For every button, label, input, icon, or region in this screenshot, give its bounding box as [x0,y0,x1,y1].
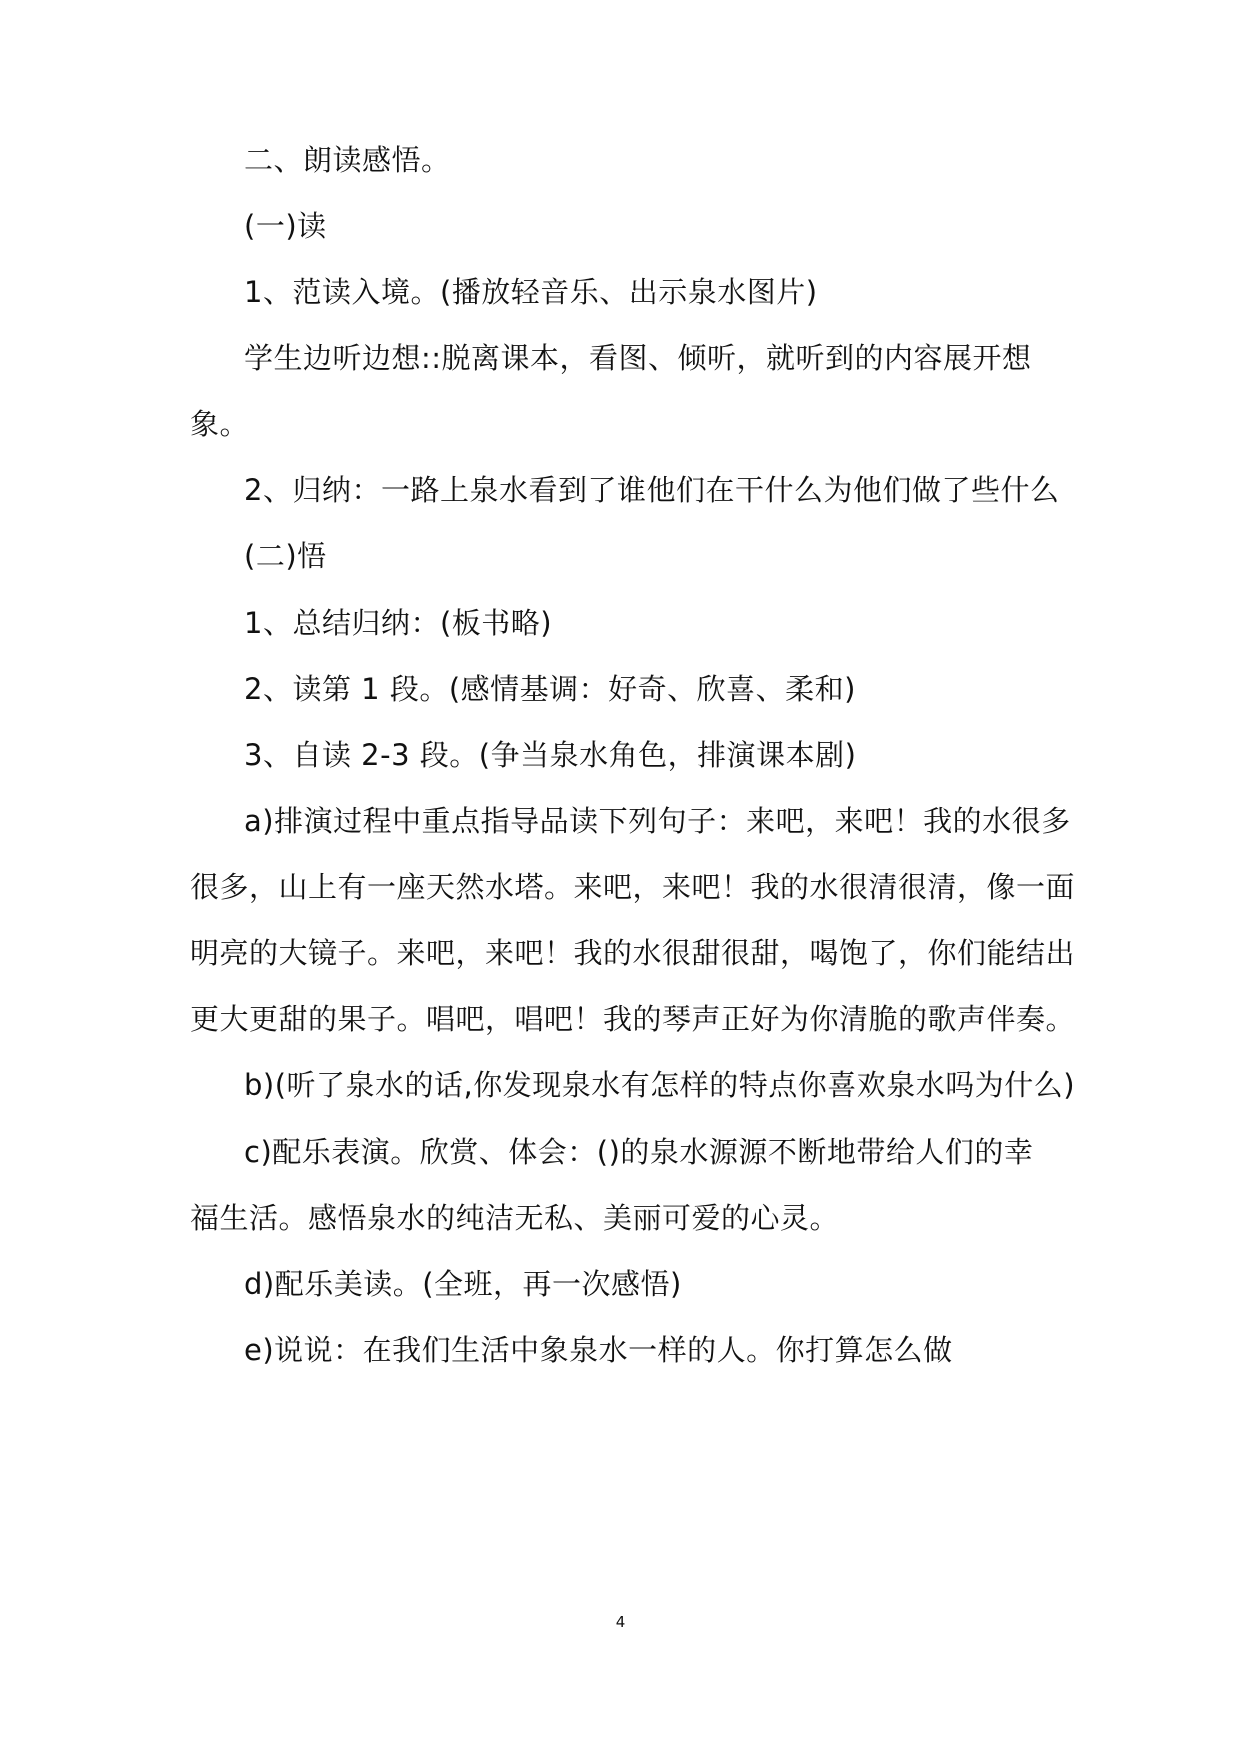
subsection-heading-understand: (二)悟 [244,539,327,573]
paragraph-line: 2、读第 1 段。(感情基调：好奇、欣喜、柔和) [244,672,856,706]
paragraph-line: b)(听了泉水的话,你发现泉水有怎样的特点你喜欢泉水吗为什么) [244,1068,1076,1102]
paragraph-line: 1、范读入境。(播放轻音乐、出示泉水图片) [244,275,818,309]
paragraph-line: a)排演过程中重点指导品读下列句子：来吧，来吧！我的水很多 [244,804,1071,838]
paragraph-line: c)配乐表演。欣赏、体会：()的泉水源源不断地带给人们的幸 [244,1135,1034,1169]
paragraph-line: e)说说：在我们生活中象泉水一样的人。你打算怎么做 [244,1333,953,1367]
paragraph-line: 更大更甜的果子。唱吧，唱吧！我的琴声正好为你清脆的歌声伴奏。 [190,1002,1076,1036]
page-number: 4 [615,1613,626,1631]
section-heading: 二、朗读感悟。 [244,143,451,177]
paragraph-line: 象。 [190,407,250,441]
paragraph-line: 1、总结归纳：(板书略) [244,606,553,640]
paragraph-line: d)配乐美读。(全班，再一次感悟) [244,1267,682,1301]
paragraph-line: 学生边听边想::脱离课本，看图、倾听，就听到的内容展开想 [244,341,1032,375]
paragraph-line: 很多，山上有一座天然水塔。来吧，来吧！我的水很清很清，像一面 [190,870,1076,904]
subsection-heading-read: (一)读 [244,209,327,243]
paragraph-line: 福生活。感悟泉水的纯洁无私、美丽可爱的心灵。 [190,1201,840,1235]
paragraph-line: 2、归纳：一路上泉水看到了谁他们在干什么为他们做了些什么 [244,473,1060,507]
paragraph-line: 3、自读 2-3 段。(争当泉水角色，排演课本剧) [244,738,857,772]
paragraph-line: 明亮的大镜子。来吧，来吧！我的水很甜很甜，喝饱了，你们能结出 [190,936,1076,970]
